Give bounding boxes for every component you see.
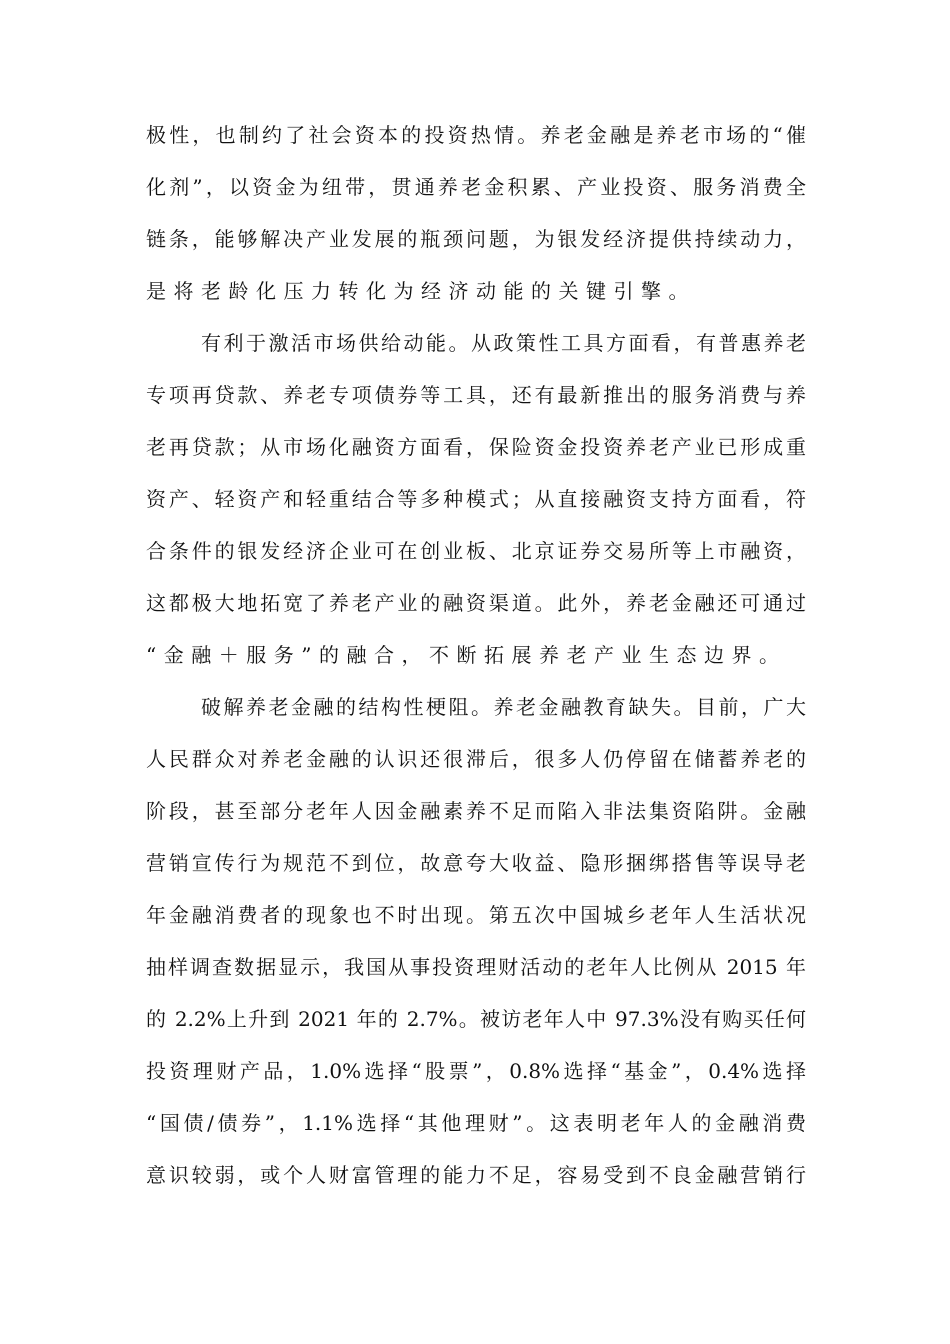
text-line: 这都极大地拓宽了养老产业的融资渠道。此外，养老金融还可通过 bbox=[146, 591, 806, 615]
text-line: 资产、轻资产和轻重结合等多种模式；从直接融资支持方面看，符 bbox=[146, 487, 806, 511]
text-line: 化剂”，以资金为纽带，贯通养老金积累、产业投资、服务消费全 bbox=[146, 175, 806, 199]
text-line: 合条件的银发经济企业可在创业板、北京证券交易所等上市融资， bbox=[146, 539, 806, 563]
text-line: 年金融消费者的现象也不时出现。第五次中国城乡老年人生活状况 bbox=[146, 903, 806, 927]
text-line: 破解养老金融的结构性梗阻。养老金融教育缺失。目前，广大 bbox=[201, 695, 806, 719]
text-line: 极性，也制约了社会资本的投资热情。养老金融是养老市场的“催 bbox=[146, 123, 806, 147]
text-line: 老再贷款；从市场化融资方面看，保险资金投资养老产业已形成重 bbox=[146, 435, 806, 459]
text-line: 投资理财产品，1.0%选择“股票”，0.8%选择“基金”，0.4%选择 bbox=[146, 1059, 806, 1083]
text-line: 营销宣传行为规范不到位，故意夸大收益、隐形捆绑搭售等误导老 bbox=[146, 851, 806, 875]
text-line: 阶段，甚至部分老年人因金融素养不足而陷入非法集资陷阱。金融 bbox=[146, 799, 806, 823]
paragraph-1 bbox=[146, 117, 806, 325]
paragraph-2 bbox=[146, 325, 806, 689]
text-line: 抽样调查数据显示，我国从事投资理财活动的老年人比例从 2015 年 bbox=[146, 955, 806, 979]
paragraph-3 bbox=[146, 689, 806, 1209]
text-line: 链条，能够解决产业发展的瓶颈问题，为银发经济提供持续动力， bbox=[146, 227, 806, 251]
body-text bbox=[146, 117, 806, 1209]
text-line: 意识较弱，或个人财富管理的能力不足，容易受到不良金融营销行 bbox=[146, 1163, 806, 1187]
text-line: 专项再贷款、养老专项债券等工具，还有最新推出的服务消费与养 bbox=[146, 383, 806, 407]
text-line: “金融＋服务”的融合，不断拓展养老产业生态边界。 bbox=[146, 643, 787, 667]
text-line: 人民群众对养老金融的认识还很滞后，很多人仍停留在储蓄养老的 bbox=[146, 747, 806, 771]
text-line: 是将老龄化压力转化为经济动能的关键引擎。 bbox=[146, 279, 696, 303]
text-line: 的 2.2%上升到 2021 年的 2.7%。被访老年人中 97.3%没有购买任何 bbox=[146, 1007, 806, 1031]
text-line: 有利于激活市场供给动能。从政策性工具方面看，有普惠养老 bbox=[201, 331, 806, 355]
text-line: “国债/债券”，1.1%选择“其他理财”。这表明老年人的金融消费 bbox=[146, 1111, 806, 1135]
